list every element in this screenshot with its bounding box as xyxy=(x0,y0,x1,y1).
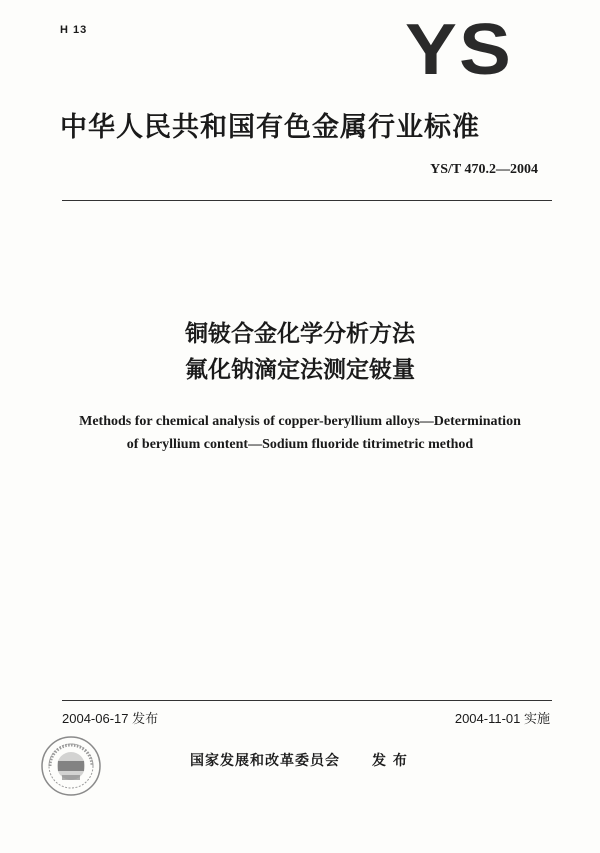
bottom-divider xyxy=(62,700,552,701)
issue-action: 发 布 xyxy=(372,753,408,769)
standard-category-title: 中华人民共和国有色金属行业标准 xyxy=(60,112,480,143)
english-title-line-1: Methods for chemical analysis of copper-beryllium alloys—Determination xyxy=(79,414,521,429)
top-divider xyxy=(62,200,552,201)
issue-date: 2004-06-17 发布 xyxy=(62,711,159,726)
chinese-title-line-2: 氟化钠滴定法测定铍量 xyxy=(185,357,415,383)
english-title xyxy=(0,410,600,456)
standard-number: YS/T 470.2—2004 xyxy=(430,162,538,177)
implementation-date: 2004-11-01 实施 xyxy=(454,711,550,726)
issuer-name: 国家发展和改革委员会 xyxy=(190,753,340,769)
anti-counterfeit-seal-icon xyxy=(40,735,102,797)
chinese-title xyxy=(0,316,600,388)
issuing-authority xyxy=(190,750,408,770)
ys-logo: YS xyxy=(405,10,514,90)
chinese-title-line-1: 铜铍合金化学分析方法 xyxy=(185,321,415,347)
english-title-line-2: of beryllium content—Sodium fluoride titrimetric method xyxy=(126,437,474,452)
ics-code: H 13 xyxy=(60,24,88,36)
